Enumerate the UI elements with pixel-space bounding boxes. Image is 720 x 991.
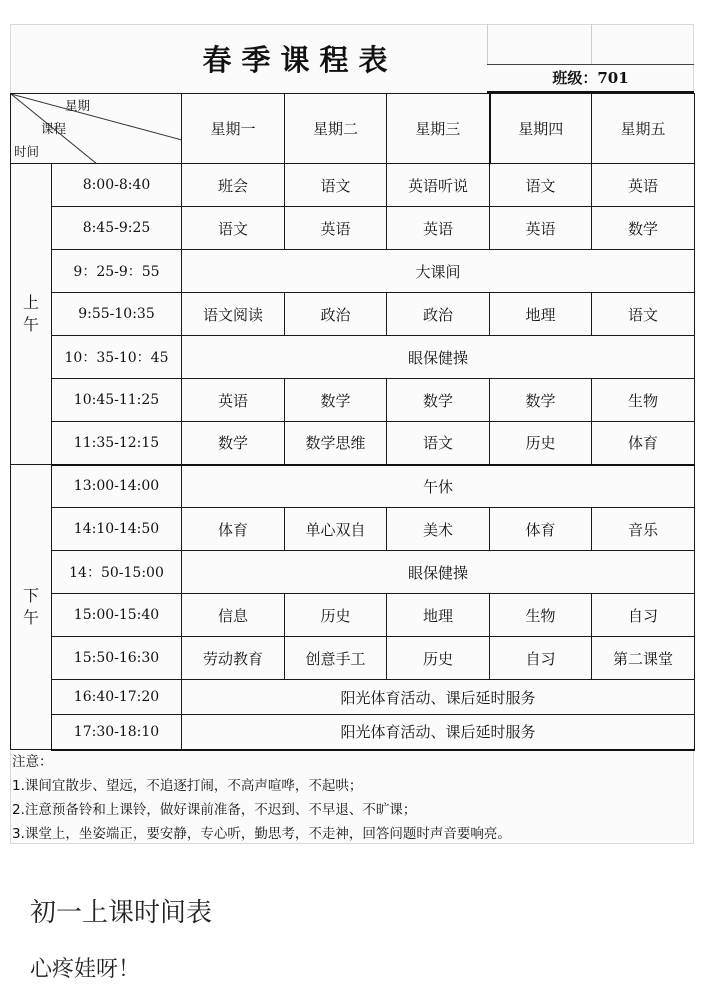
note-item: 1.课间宜散步、望远，不追逐打闹，不高声喧哗，不起哄；: [12, 778, 363, 794]
weekday-header: 星期四: [490, 94, 592, 164]
post-comment: 心疼娃呀！: [30, 957, 141, 982]
schedule-row: [11, 379, 695, 422]
class-cell: 历史: [285, 594, 387, 637]
class-cell: 数学: [592, 207, 695, 250]
class-cell: 体育: [182, 508, 285, 551]
corner-time-label: 时间: [14, 144, 40, 159]
page-title: 春季课程表: [202, 43, 398, 77]
period-afternoon: 下 午: [11, 465, 52, 750]
class-cell: 地理: [387, 594, 490, 637]
box-divider: [591, 24, 592, 64]
class-cell: 自习: [592, 594, 695, 637]
activity-span-cell: 阳光体育活动、课后延时服务: [182, 680, 695, 715]
time-slot-cell: 13:00-14:00: [52, 465, 182, 508]
time-slot-cell: 16:40-17:20: [52, 680, 182, 715]
class-cell: 体育: [490, 508, 592, 551]
class-cell: 英语: [592, 164, 695, 207]
activity-span-cell: 眼保健操: [182, 551, 695, 594]
class-label: 班级：701: [487, 64, 694, 94]
notes-section: [12, 750, 692, 846]
class-cell: 英语: [490, 207, 592, 250]
class-cell: 英语: [182, 379, 285, 422]
class-cell: 班会: [182, 164, 285, 207]
weekday-header: 星期一: [182, 94, 285, 164]
class-cell: 生物: [490, 594, 592, 637]
header-empty-boxes: [487, 24, 694, 64]
weekday-header: 星期三: [387, 94, 490, 164]
time-slot-cell: 8:45-9:25: [52, 207, 182, 250]
class-cell: 数学: [285, 379, 387, 422]
schedule-row: [11, 250, 695, 293]
schedule-row: [11, 594, 695, 637]
time-slot-cell: 14：50-15:00: [52, 551, 182, 594]
schedule-row: [11, 680, 695, 715]
schedule-row: [11, 465, 695, 508]
schedule-row: [11, 637, 695, 680]
class-cell: 英语听说: [387, 164, 490, 207]
period-morning: 上 午: [11, 164, 52, 465]
time-slot-cell: 10:45-11:25: [52, 379, 182, 422]
class-cell: 劳动教育: [182, 637, 285, 680]
class-cell: 英语: [285, 207, 387, 250]
weekday-header: 星期二: [285, 94, 387, 164]
class-cell: 语文阅读: [182, 293, 285, 336]
time-slot-cell: 15:00-15:40: [52, 594, 182, 637]
class-cell: 地理: [490, 293, 592, 336]
schedule-row: [11, 422, 695, 465]
schedule-row: [11, 164, 695, 207]
class-cell: 第二课堂: [592, 637, 695, 680]
schedule-row: [11, 207, 695, 250]
schedule-row: [11, 551, 695, 594]
header-row: [11, 94, 695, 164]
time-slot-cell: 14:10-14:50: [52, 508, 182, 551]
class-cell: 生物: [592, 379, 695, 422]
class-cell: 自习: [490, 637, 592, 680]
time-slot-cell: 8:00-8:40: [52, 164, 182, 207]
class-cell: 语文: [182, 207, 285, 250]
class-cell: 创意手工: [285, 637, 387, 680]
class-cell: 政治: [387, 293, 490, 336]
class-cell: 音乐: [592, 508, 695, 551]
corner-header-cell: [11, 94, 182, 164]
time-slot-cell: 9：25-9：55: [52, 250, 182, 293]
schedule-row: [11, 293, 695, 336]
notes-heading: 注意：: [12, 754, 53, 770]
time-slot-cell: 17:30-18:10: [52, 715, 182, 750]
schedule-body: [11, 94, 695, 750]
class-cell: 政治: [285, 293, 387, 336]
time-slot-cell: 11:35-12:15: [52, 422, 182, 465]
class-cell: 单心双自: [285, 508, 387, 551]
class-cell: 语文: [490, 164, 592, 207]
class-cell: 历史: [490, 422, 592, 465]
class-cell: 语文: [387, 422, 490, 465]
class-cell: 体育: [592, 422, 695, 465]
time-slot-cell: 9:55-10:35: [52, 293, 182, 336]
schedule-row: [11, 715, 695, 750]
corner-weekday-label: 星期: [65, 98, 91, 113]
class-cell: 信息: [182, 594, 285, 637]
note-item: 2.注意预备铃和上课铃，做好课前准备，不迟到、不早退、不旷课；: [12, 802, 417, 818]
class-cell: 英语: [387, 207, 490, 250]
post-caption: 初一上课时间表: [30, 898, 213, 928]
schedule-table: [10, 93, 695, 751]
class-cell: 语文: [592, 293, 695, 336]
corner-course-label: 课程: [41, 121, 67, 136]
weekday-header: 星期五: [592, 94, 695, 164]
class-cell: 历史: [387, 637, 490, 680]
note-item: 3.课堂上，坐姿端正，要安静，专心听，勤思考，不走神，回答问题时声音要响亮。: [12, 826, 511, 842]
activity-span-cell: 午休: [182, 465, 695, 508]
class-cell: 数学: [387, 379, 490, 422]
class-cell: 数学: [182, 422, 285, 465]
class-cell: 美术: [387, 508, 490, 551]
class-cell: 数学思维: [285, 422, 387, 465]
schedule-row: [11, 508, 695, 551]
activity-span-cell: 眼保健操: [182, 336, 695, 379]
time-slot-cell: 10：35-10：45: [52, 336, 182, 379]
class-cell: 语文: [285, 164, 387, 207]
schedule-row: [11, 336, 695, 379]
class-cell: 数学: [490, 379, 592, 422]
time-slot-cell: 15:50-16:30: [52, 637, 182, 680]
activity-span-cell: 大课间: [182, 250, 695, 293]
activity-span-cell: 阳光体育活动、课后延时服务: [182, 715, 695, 750]
